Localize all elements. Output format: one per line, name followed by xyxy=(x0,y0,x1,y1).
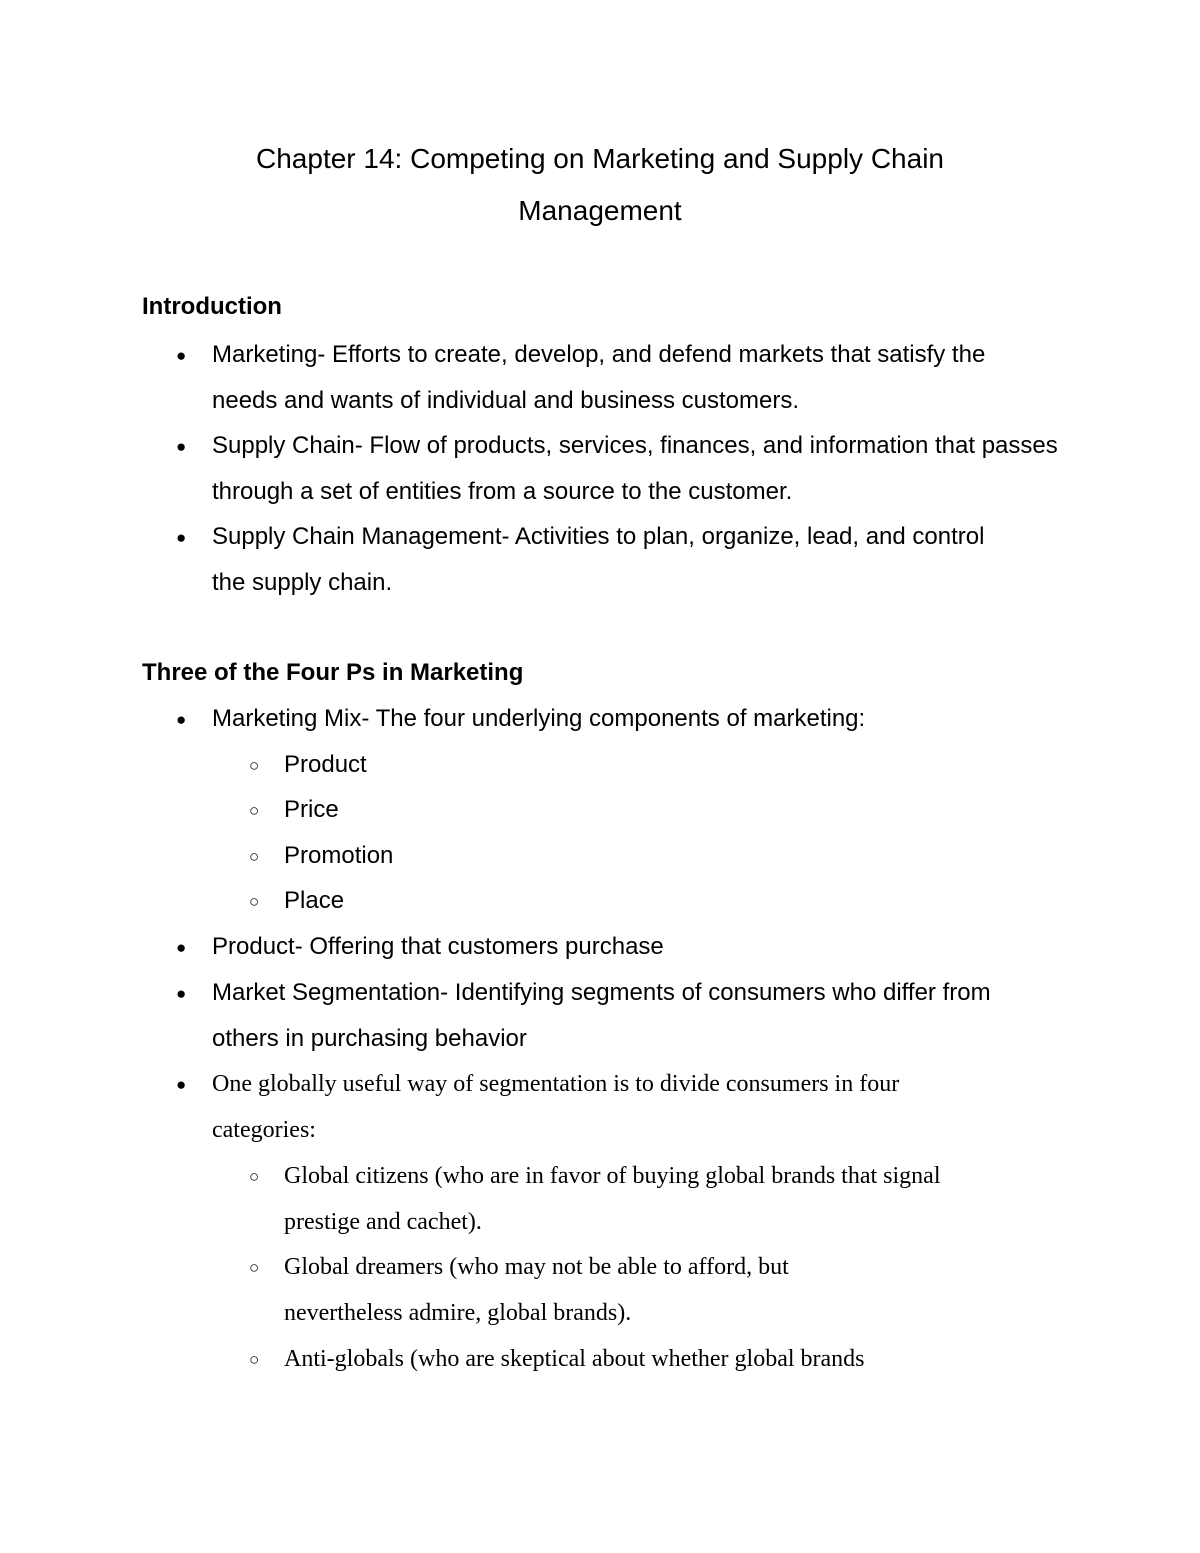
sub-list-item: Global citizens (who are in favor of buying global brands that signal prestige and cachet). xyxy=(284,1163,941,1235)
list-item: Supply Chain Management- Activities to plan, organize, lead, and control the supply chain. xyxy=(212,523,985,596)
section-heading-introduction: Introduction xyxy=(142,293,282,320)
section-heading-four-ps: Three of the Four Ps in Marketing xyxy=(142,659,524,686)
sub-bullet-icon: ○ xyxy=(249,801,260,820)
sub-bullet-icon: ○ xyxy=(249,756,260,775)
sub-bullet-icon: ○ xyxy=(249,1350,260,1369)
list-item: Marketing- Efforts to create, develop, and defend markets that satisfy the needs and wants of individual and business customers. xyxy=(212,341,986,414)
sub-bullet-icon: ○ xyxy=(249,1258,260,1277)
title-line-1: Chapter 14: Competing on Marketing and Supply Chain xyxy=(256,143,944,174)
sub-bullet-icon: ○ xyxy=(249,892,260,911)
sub-bullet-icon: ○ xyxy=(249,847,260,866)
title-line-2: Management xyxy=(518,195,682,226)
bullet-icon: ● xyxy=(176,938,187,957)
sub-list-item: Product xyxy=(284,751,367,778)
list-item: One globally useful way of segmentation is to divide consumers in four categories: xyxy=(212,1071,900,1143)
bullet-icon: ● xyxy=(176,528,187,547)
list-item: Market Segmentation- Identifying segments of consumers who differ from others in purchasing behavior xyxy=(212,979,991,1052)
sub-list-item: Place xyxy=(284,887,345,914)
sub-bullet-icon: ○ xyxy=(249,1167,260,1186)
bullet-icon: ● xyxy=(176,984,187,1003)
bullet-icon: ● xyxy=(176,1075,187,1094)
list-item: Marketing Mix- The four underlying components of marketing: xyxy=(212,705,866,732)
sub-list-item: Global dreamers (who may not be able to afford, but nevertheless admire, global brands). xyxy=(284,1254,789,1326)
sub-list-item: Anti-globals (who are skeptical about whether global brands xyxy=(284,1346,865,1372)
bullet-icon: ● xyxy=(176,346,187,365)
page-title xyxy=(0,133,1200,237)
sub-list-item: Promotion xyxy=(284,842,394,869)
sub-list-item: Price xyxy=(284,796,339,823)
bullet-icon: ● xyxy=(176,437,187,456)
bullet-icon: ● xyxy=(176,710,187,729)
list-item: Product- Offering that customers purchase xyxy=(212,933,664,960)
list-item: Supply Chain- Flow of products, services, finances, and information that passes through a set of entities from a source to the customer. xyxy=(212,432,1058,505)
